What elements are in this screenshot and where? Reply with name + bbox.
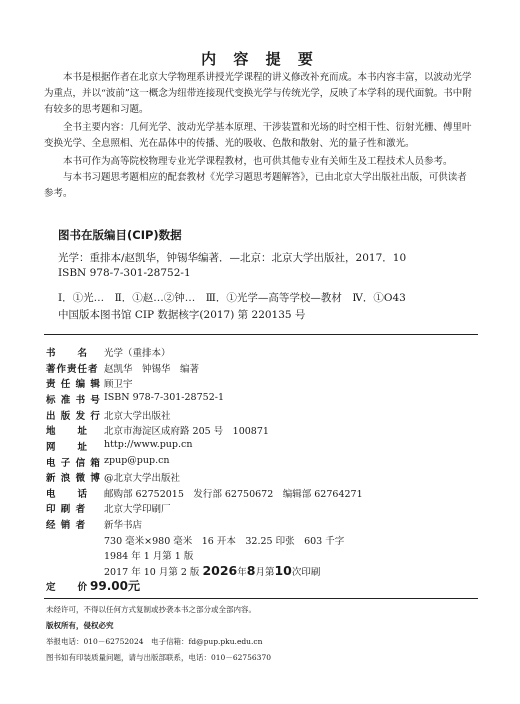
price-value: 99.00元: [90, 579, 140, 593]
printing-month: 8: [246, 563, 256, 578]
footer-rights: 版权所有，侵权必究: [46, 621, 114, 630]
label: 电 子 信 箱: [46, 458, 101, 469]
label: 新 浪 微 博: [46, 473, 101, 484]
value: 顾卫宇: [104, 379, 133, 390]
value: 新华书店: [104, 520, 143, 531]
cip-line-4: 中国版本图书馆 CIP 数据核字(2017) 第 220135 号: [58, 309, 306, 321]
cip-line-2: ISBN 978-7-301-28752-1: [58, 267, 191, 279]
cip-line-1: 光学：重排本/赵凯华，钟锡华编著．—北京：北京大学出版社，2017．10: [58, 252, 407, 264]
summary-paragraph-3: 本书可作为高等院校物理专业光学课程教材，也可供其他专业有关师生及工程技术人员参考。: [63, 156, 453, 167]
value: 邮购部 62752015 发行部 62750672 编辑部 62764271: [104, 489, 363, 500]
footer-quality: 图书如有印装质量问题，请与出版部联系，电话：010－62756370: [46, 653, 271, 662]
printing-number: 10: [274, 563, 292, 578]
label: 责 任 编 辑: [46, 379, 101, 390]
value: zpup@pup.cn: [104, 455, 170, 466]
value: 北京市海淀区成府路 205 号 100871: [104, 426, 269, 437]
value: 赵凯华 钟锡华 编著: [104, 364, 200, 375]
printing-suffix: 次印刷: [291, 567, 321, 578]
label: 电 话: [46, 489, 89, 500]
summary-paragraph-1: 本书是根据作者在北京大学物理系讲授光学课程的讲义修改补充而成。本书内容丰富，以波动光学为重点，并以“波前”这一概念为纽带连接现代变换光学与传统光学，反映了本学科的现代面貌。书中附有较多的思考题和习题。: [44, 72, 472, 115]
printing-prefix: 2017 年 10 月第 2 版: [104, 567, 200, 578]
value: @北京大学出版社: [104, 473, 181, 484]
label: 地 址: [46, 426, 89, 437]
value: 光学（重排本）: [104, 348, 171, 359]
first-edition-text: 1984 年 1 月第 1 版: [104, 551, 194, 562]
label: 印 刷 者: [46, 504, 87, 515]
label: 标 准 书 号: [46, 395, 101, 406]
label: 经 销 者: [46, 520, 87, 531]
cip-line-3: Ⅰ．①光… Ⅱ．①赵…②钟… Ⅲ．①光学—高等学校—教材 Ⅳ．①O43: [58, 292, 406, 304]
divider-top: [44, 334, 478, 335]
format-text: 730 毫米×980 毫米 16 开本 32.25 印张 603 千字: [104, 536, 345, 547]
cip-heading: 图书在版编目(CIP)数据: [58, 228, 182, 242]
label: 定 价: [46, 582, 89, 593]
printing-year: 2026: [202, 563, 238, 578]
footer-report: 举报电话：010－62752024 电子信箱：fd@pup.pku.edu.cn: [46, 637, 263, 646]
divider-bottom: [44, 598, 478, 599]
value: 北京大学出版社: [104, 411, 171, 422]
summary-paragraph-4: 与本书习题思考题相应的配套教材《光学习题思考题解答》，已由北京大学出版社出版，可供读者参考。: [44, 172, 467, 199]
label: 书 名: [46, 348, 89, 359]
value: http://www.pup.cn: [104, 439, 193, 450]
label: 出 版 发 行: [46, 411, 101, 422]
value: 北京大学印刷厂: [104, 504, 171, 515]
footer-notice: 未经许可，不得以任何方式复制或抄袭本书之部分或全部内容。: [46, 605, 256, 614]
summary-title: 内 容 提 要: [201, 50, 319, 68]
label: 网 址: [46, 442, 89, 453]
label: 著作责任者: [46, 364, 99, 375]
printing-line: [104, 563, 320, 578]
summary-paragraph-2: 全书主要内容：几何光学、波动光学基本原理、干涉装置和光场的时空相干性、衍射光栅、傅里叶变换光学、全息照相、光在晶体中的传播、光的吸收、色散和散射、光的量子性和激光。: [44, 122, 472, 149]
printing-year-unit: 年: [237, 567, 247, 578]
value: ISBN 978-7-301-28752-1: [104, 392, 224, 403]
printing-month-unit: 月第: [255, 567, 275, 578]
